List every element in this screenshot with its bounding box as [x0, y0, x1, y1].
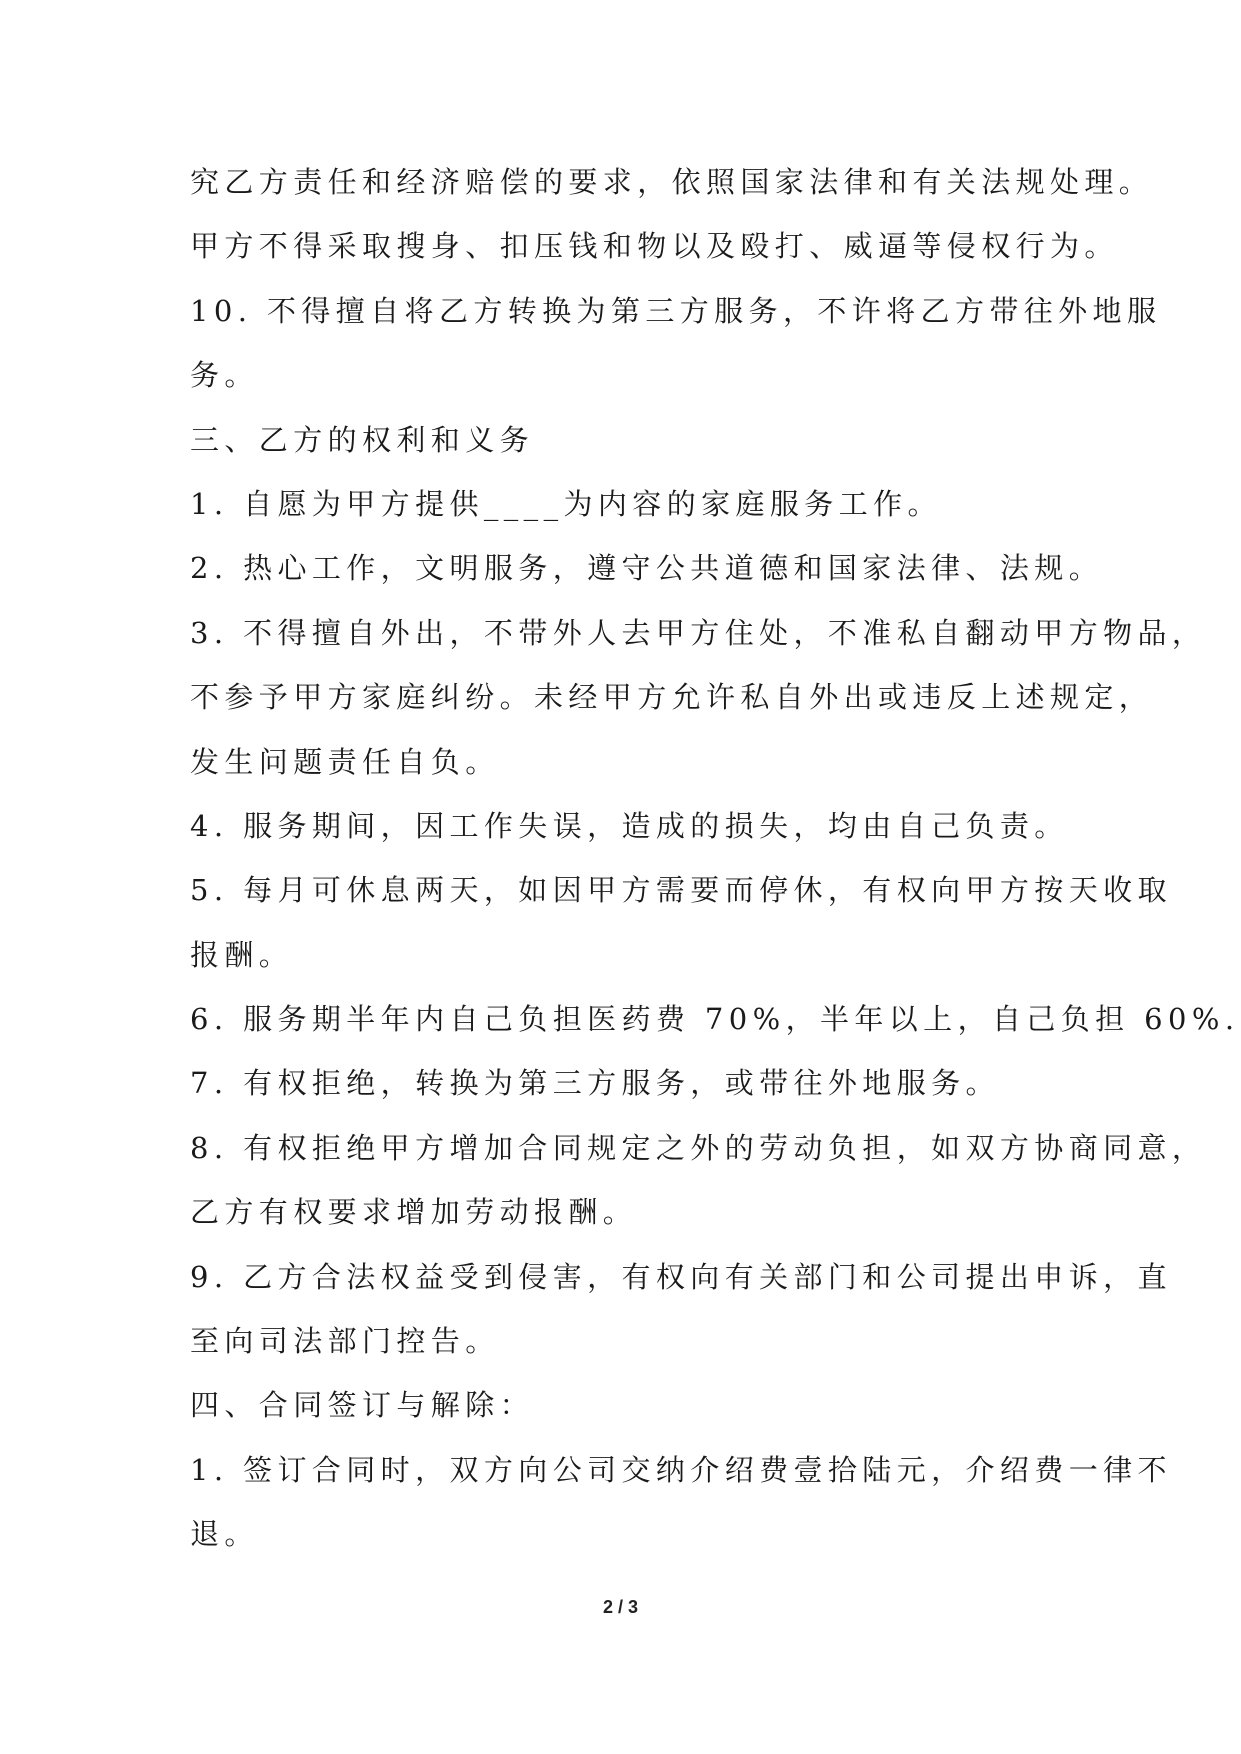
text-line: 10. 不得擅自将乙方转换为第三方服务，不许将乙方带往外地服: [190, 293, 1162, 328]
text-line: 1. 自愿为甲方提供____为内容的家庭服务工作。: [190, 486, 942, 521]
text-line: 7. 有权拒绝，转换为第三方服务，或带往外地服务。: [190, 1066, 1000, 1101]
text-line: 退。: [190, 1517, 259, 1552]
text-line: 9. 乙方合法权益受到侵害，有权向有关部门和公司提出申诉，直: [190, 1259, 1172, 1294]
text-line: 3. 不得擅自外出，不带外人去甲方住处，不准私自翻动甲方物品，: [190, 615, 1207, 650]
text-line: 5. 每月可休息两天，如因甲方需要而停休，有权向甲方按天收取: [190, 873, 1172, 908]
text-line: 甲方不得采取搜身、扣压钱和物以及殴打、威逼等侵权行为。: [190, 229, 1119, 264]
section-heading: 三、乙方的权利和义务: [190, 422, 535, 457]
section-heading: 四、合同签订与解除：: [190, 1388, 535, 1423]
text-line: 4. 服务期间，因工作失误，造成的损失，均由自己负责。: [190, 808, 1069, 843]
page-number: 2 / 3: [602, 1597, 639, 1617]
text-line: 发生问题责任自负。: [190, 744, 500, 779]
text-line: 至向司法部门控告。: [190, 1324, 500, 1359]
text-line: 6. 服务期半年内自己负担医药费 70%，半年以上，自己负担 60%.: [190, 1002, 1240, 1037]
text-line: 报酬。: [190, 937, 294, 972]
text-line: 乙方有权要求增加劳动报酬。: [190, 1195, 638, 1230]
text-line: 2. 热心工作，文明服务，遵守公共道德和国家法律、法规。: [190, 551, 1104, 586]
text-line: 究乙方责任和经济赔偿的要求，依照国家法律和有关法规处理。: [190, 165, 1154, 199]
text-line: 8. 有权拒绝甲方增加合同规定之外的劳动负担，如双方协商同意，: [190, 1130, 1207, 1165]
text-line: 务。: [190, 358, 259, 393]
document-body: [190, 158, 1240, 1575]
text-line: 1. 签订合同时，双方向公司交纳介绍费壹拾陆元，介绍费一律不: [190, 1452, 1172, 1487]
text-line: 不参予甲方家庭纠纷。未经甲方允许私自外出或违反上述规定，: [190, 680, 1154, 715]
